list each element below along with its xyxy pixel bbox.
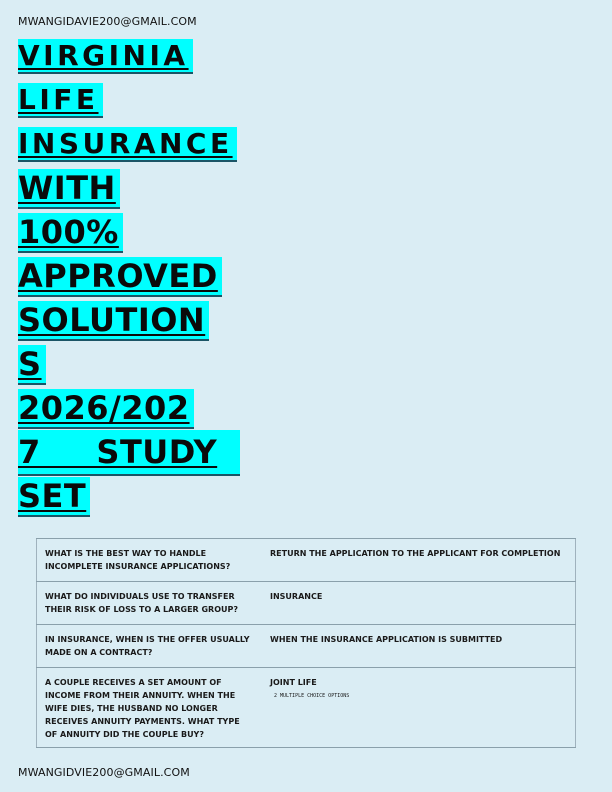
title-line [18,386,258,430]
title-line [18,298,258,342]
title-line-text: 100% [18,213,123,251]
title-line-text: INSURANCE [18,127,237,160]
answer-note: 2 MULTIPLE CHOICE OPTIONS [274,693,350,699]
answer-text: JOINT LIFE [270,678,317,687]
question-cell: IN INSURANCE, WHEN IS THE OFFER USUALLY MADE ON A CONTRACT? [37,625,263,668]
title-line [18,166,258,210]
header-email: MWANGIDAVIE200@GMAIL.COM [18,15,197,28]
title-line [18,34,258,78]
answer-cell: INSURANCE [262,582,576,625]
table-row [37,582,576,625]
title-line [18,430,258,474]
answer-cell: RETURN THE APPLICATION TO THE APPLICANT FOR COMPLETION [262,539,576,582]
title-line [18,122,258,166]
qa-table [36,538,576,748]
question-cell: WHAT DO INDIVIDUALS USE TO TRANSFER THEIR RISK OF LOSS TO A LARGER GROUP? [37,582,263,625]
title-line-text: SET [18,477,90,515]
title-line-text: WITH [18,169,120,207]
title-line [18,78,258,122]
answer-cell [262,668,576,748]
title-line-text: SOLUTION [18,301,209,339]
title-line-text: 2026/202 [18,389,194,427]
question-cell: A COUPLE RECEIVES A SET AMOUNT OF INCOME FROM THEIR ANNUITY. WHEN THE WIFE DIES, THE HUSBAND NO LONGER RECEIVES ANNUITY PAYMENTS. WHAT TYPE OF ANNUITY DID THE COUPLE BUY? [37,668,263,748]
question-cell: WHAT IS THE BEST WAY TO HANDLE INCOMPLETE INSURANCE APPLICATIONS? [37,539,263,582]
table-row [37,668,576,748]
footer-email: MWANGIDVIE200@GMAIL.COM [18,766,190,779]
title-line [18,210,258,254]
title-line-text: APPROVED [18,257,222,295]
title-line [18,474,258,518]
title-line [18,342,258,386]
answer-cell: WHEN THE INSURANCE APPLICATION IS SUBMITTED [262,625,576,668]
title-line-text: 7 STUDY [18,430,240,474]
title-line [18,254,258,298]
document-title [18,34,258,518]
title-line-text: LIFE [18,83,103,116]
table-row [37,625,576,668]
table-row [37,539,576,582]
title-line-text: S [18,345,46,383]
title-line-text: VIRGINIA [18,39,193,72]
